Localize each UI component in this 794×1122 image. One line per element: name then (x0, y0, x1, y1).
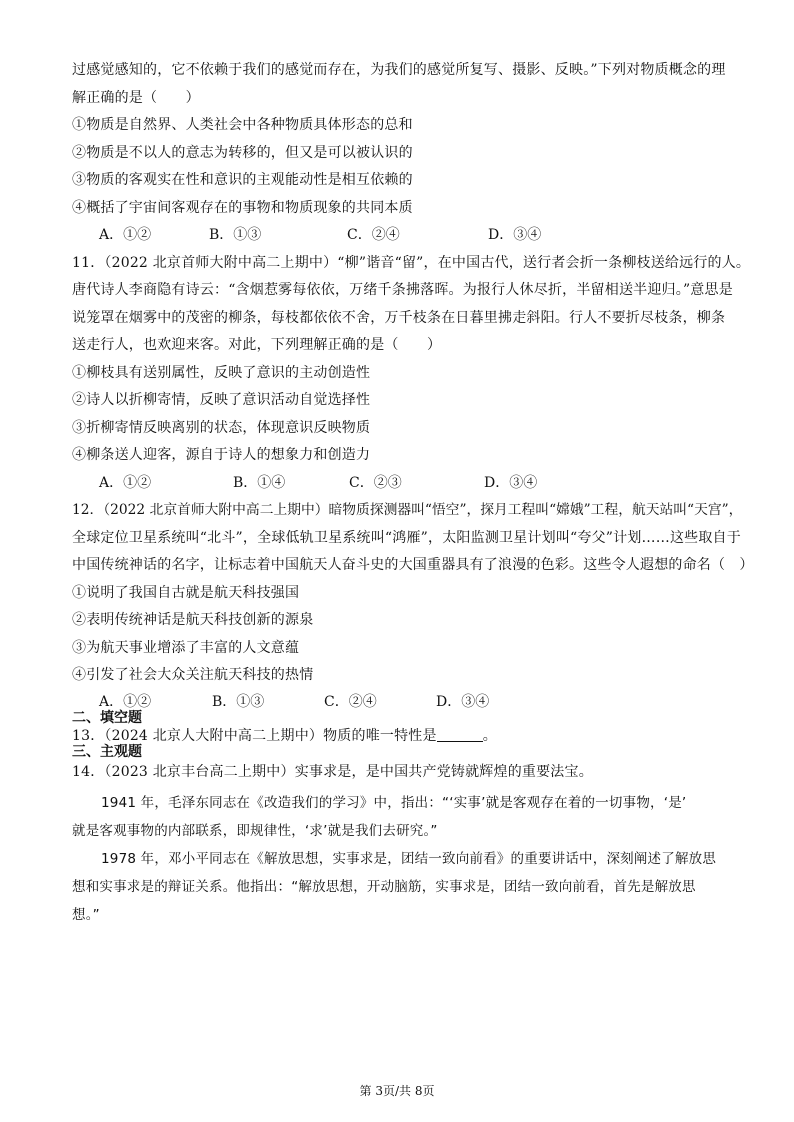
q10-item-1: ①物质是自然界、人类社会中各种物质具体形态的总和 (72, 117, 413, 133)
q12-line-1: 12．（2022 北京首师大附中高二上期中）暗物质探测器叫“悟空”，探月工程叫“嫦娥”工程，航天站叫“天宫”， (72, 502, 743, 518)
q11-item-4: ④柳条送人迎客，源自于诗人的想象力和创造力 (72, 447, 371, 463)
q12-item-1: ①说明了我国自古就是航天科技强国 (72, 585, 300, 601)
q11-item-2: ②诗人以折柳寄情，反映了意识活动自觉选择性 (72, 392, 371, 408)
q12-option-c[interactable]: C．②④ (324, 694, 377, 710)
section-subjective-heading: 三、主观题 (72, 744, 142, 760)
q11-item-1: ①柳枝具有送别属性，反映了意识的主动创造性 (72, 365, 371, 381)
q13-suffix: 。 (482, 728, 497, 744)
q10-item-2: ②物质是不以人的意志为转移的，但又是可以被认识的 (72, 145, 413, 161)
page-number-footer: 第 3页/共 8页 (359, 1084, 435, 1098)
q10-option-b[interactable]: B．①③ (209, 227, 262, 243)
q14-para1-line-2: 就是客观事物的内部联系，即规律性，‘求’就是我们去研究。” (72, 823, 438, 839)
q11-line-3: 说笼罩在烟雾中的茂密的柳条，每枝都依依不舍，万千枝条在日暮里拂走斜阳。行人不要折尽枝条，柳条 (72, 310, 726, 326)
q10-line-2: 解正确的是（ ） (72, 90, 200, 106)
q14-stem: 14．（2023 北京丰台高二上期中）实事求是，是中国共产党铸就辉煌的重要法宝。 (72, 764, 593, 780)
q14-para1-line-1: 1941 年，毛泽东同志在《改造我们的学习》中，指出：“‘实事’就是客观存在着的一切事物，‘是’ (101, 795, 687, 811)
q13-answer-blank[interactable] (437, 727, 483, 742)
q10-item-4: ④概括了宇宙间客观存在的事物和物质现象的共同本质 (72, 200, 413, 216)
q14-para2-line-2: 想和实事求是的辩证关系。他指出：“解放思想，开动脑筋，实事求是，团结一致向前看，首先是解放思 (72, 879, 696, 895)
q12-option-b[interactable]: B．①③ (212, 694, 265, 710)
q12-item-2: ②表明传统神话是航天科技创新的源泉 (72, 612, 314, 628)
q13-prefix: 13．（2024 北京人大附中高二上期中）物质的唯一特性是 (72, 728, 437, 744)
q10-item-3: ③物质的客观实在性和意识的主观能动性是相互依赖的 (72, 172, 413, 188)
q10-option-d[interactable]: D．③④ (488, 227, 542, 243)
q12-item-4: ④引发了社会大众关注航天科技的热情 (72, 667, 314, 683)
q10-line-1: 过感觉感知的，它不依赖于我们的感觉而存在，为我们的感觉所复写、摄影、反映。”下列对物质概念的理 (72, 62, 726, 78)
q12-line-3: 中国传统神话的名字，让标志着中国航天人奋斗史的大国重器具有了浪漫的色彩。这些令人遐想的命名（ ） (72, 557, 754, 573)
q10-option-a[interactable]: A．①② (99, 227, 152, 243)
q10-option-c[interactable]: C．②④ (347, 227, 400, 243)
q11-line-1: 11．（2022 北京首师大附中高二上期中）“柳”谐音“留”，在中国古代，送行者会折一条柳枝送给远行的人。 (72, 255, 751, 271)
q11-option-c[interactable]: C．②③ (349, 475, 402, 491)
q11-line-4: 送走行人，也欢迎来客。对此，下列理解正确的是（ ） (72, 337, 442, 353)
q11-option-a[interactable]: A．①② (99, 475, 152, 491)
q11-option-d[interactable]: D．③④ (484, 475, 538, 491)
section-fill-blank-heading: 二、填空题 (72, 710, 142, 726)
q14-para2-line-3: 想。” (72, 907, 100, 923)
q11-item-3: ③折柳寄情反映离别的状态，体现意识反映物质 (72, 420, 371, 436)
q11-line-2: 唐代诗人李商隐有诗云：“含烟惹雾每依依，万绪千条拂落晖。为报行人休尽折，半留相送半迎归。”意思是 (72, 282, 733, 298)
q12-option-a[interactable]: A．①② (99, 694, 152, 710)
q11-option-b[interactable]: B．①④ (233, 475, 286, 491)
q12-item-3: ③为航天事业增添了丰富的人文意蕴 (72, 640, 300, 656)
q12-line-2: 全球定位卫星系统叫“北斗”，全球低轨卫星系统叫“鸿雁”，太阳监测卫星计划叫“夸父”计划……这些取自于 (72, 530, 741, 546)
q12-option-d[interactable]: D．③④ (436, 694, 490, 710)
q14-para2-line-1: 1978 年，邓小平同志在《解放思想，实事求是，团结一致向前看》的重要讲话中，深刻阐述了解放思 (101, 851, 717, 867)
